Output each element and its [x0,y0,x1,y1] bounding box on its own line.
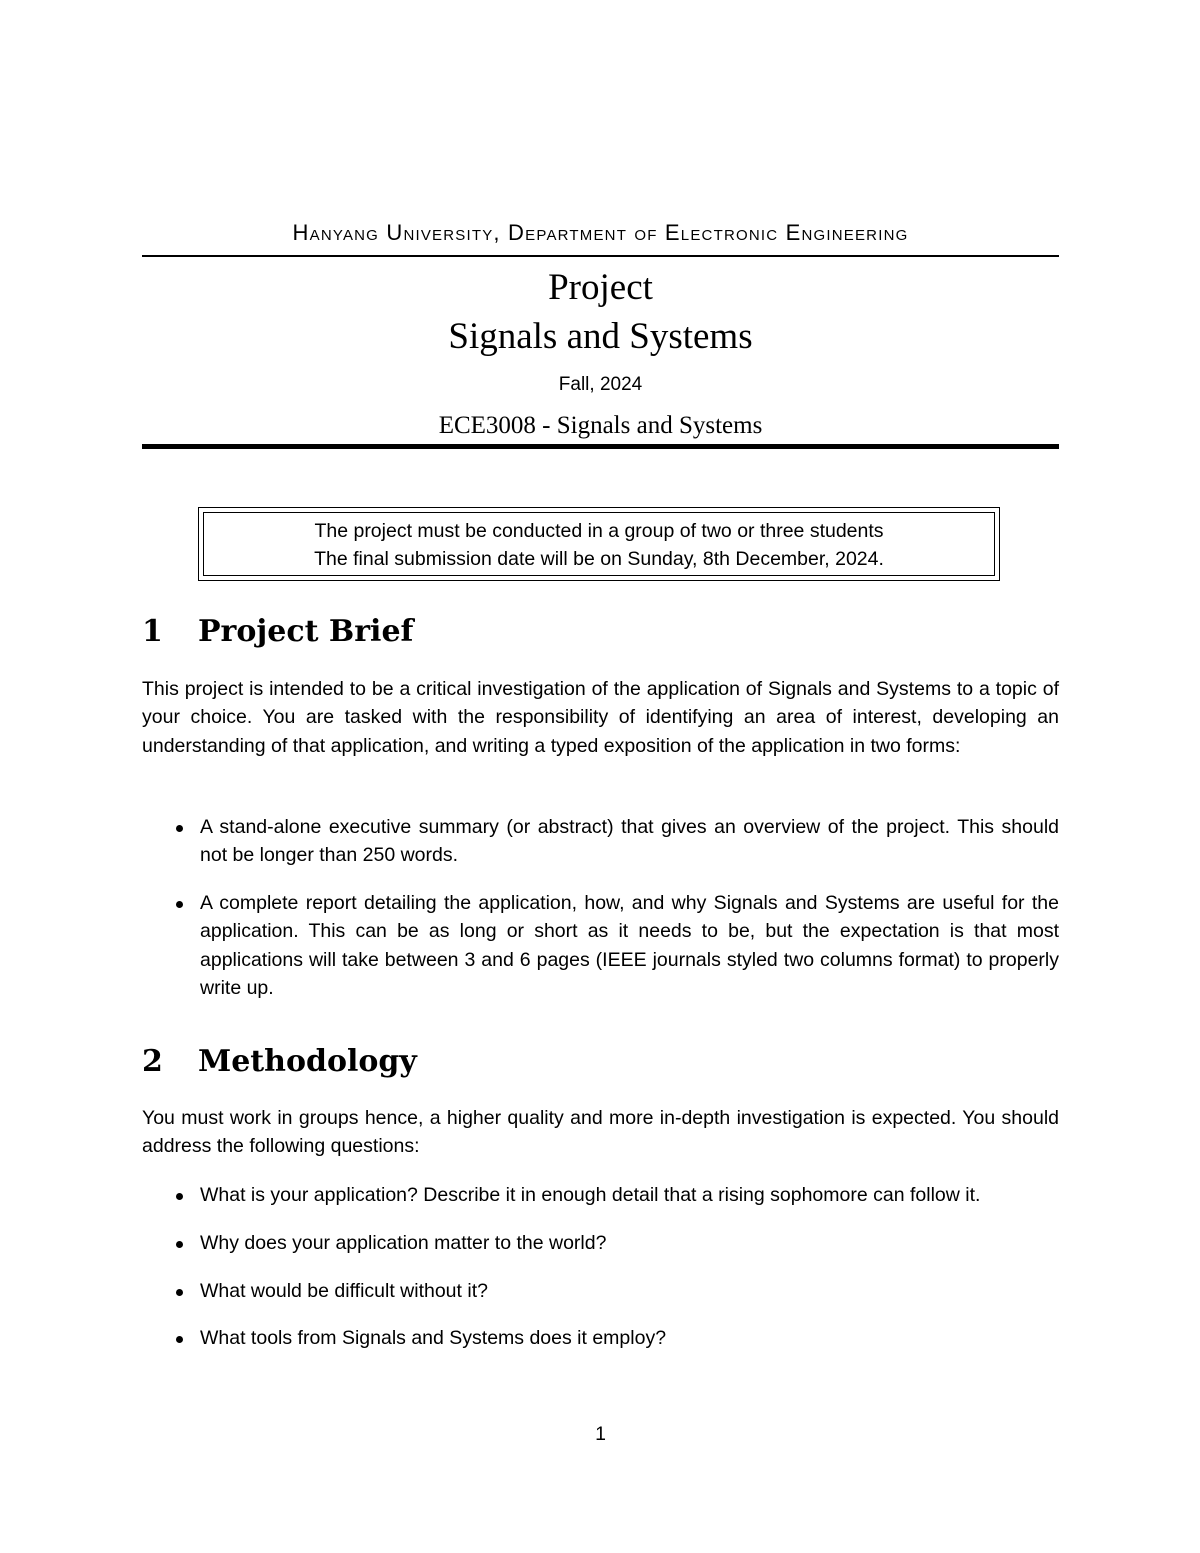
list-item [142,1324,1059,1352]
list-item-text: What would be difficult without it? [200,1279,488,1302]
section-number: 2 [142,1044,163,1079]
project-brief-list [142,813,1059,1022]
section-heading-project-brief [142,614,1059,650]
list-item-text: Why does your application matter to the world? [200,1231,607,1254]
list-item-text: What tools from Signals and Systems does it employ? [200,1327,667,1350]
notice-group-requirement: The project must be conducted in a group of two or three students [314,520,884,542]
page-number: 1 [595,1423,606,1445]
document-page [142,0,1059,1553]
list-item [142,889,1059,1002]
methodology-paragraph: You must work in groups hence, a higher quality and more in-depth investigation is expected. You should address the following questions: [142,1107,1059,1158]
section-title: Project Brief [198,614,414,649]
list-item [142,1181,1059,1209]
header-rule [142,255,1059,257]
document-subtitle: Signals and Systems [448,316,753,357]
notice-box [198,507,1000,581]
section-heading-methodology [142,1044,1059,1080]
institution-header: Hanyang University, Department of Electronic Engineering [292,220,909,245]
list-item [142,813,1059,870]
project-brief-paragraph: This project is intended to be a critical investigation of the application of Signals and Systems to a topic of your choice. You are tasked with the responsibility of identifying an area of interest, developing an understanding of that application, and writing a typed exposition of the application in two forms: [142,678,1059,757]
title-rule [142,444,1059,449]
bullet-icon [176,1193,183,1200]
section-title: Methodology [198,1044,417,1079]
list-item-text: What is your application? Describe it in enough detail that a rising sophomore can follow it. [200,1184,981,1206]
list-item [142,1229,1059,1257]
notice-box-inner [203,512,995,576]
methodology-questions-list [142,1181,1059,1372]
list-item-text: A stand-alone executive summary (or abstract) that gives an overview of the project. This should not be longer than 250 words. [200,816,1059,867]
term-label: Fall, 2024 [558,374,643,395]
bullet-icon [176,825,183,832]
bullet-icon [176,1336,183,1343]
bullet-icon [176,1241,183,1248]
bullet-icon [176,901,183,908]
list-item [142,1277,1059,1305]
list-item-text: A complete report detailing the application, how, and why Signals and Systems are useful for the application. This can be as long or short as it needs to be, but the expectation is that most applications will take between 3 and 6 pages (IEEE journals styled two columns format) to properly write up. [200,892,1059,999]
notice-submission-date: The final submission date will be on Sunday, 8th December, 2024. [314,548,884,570]
course-label: ECE3008 - Signals and Systems [438,412,763,439]
document-title: Project [548,267,653,308]
section-number: 1 [142,614,163,649]
bullet-icon [176,1289,183,1296]
